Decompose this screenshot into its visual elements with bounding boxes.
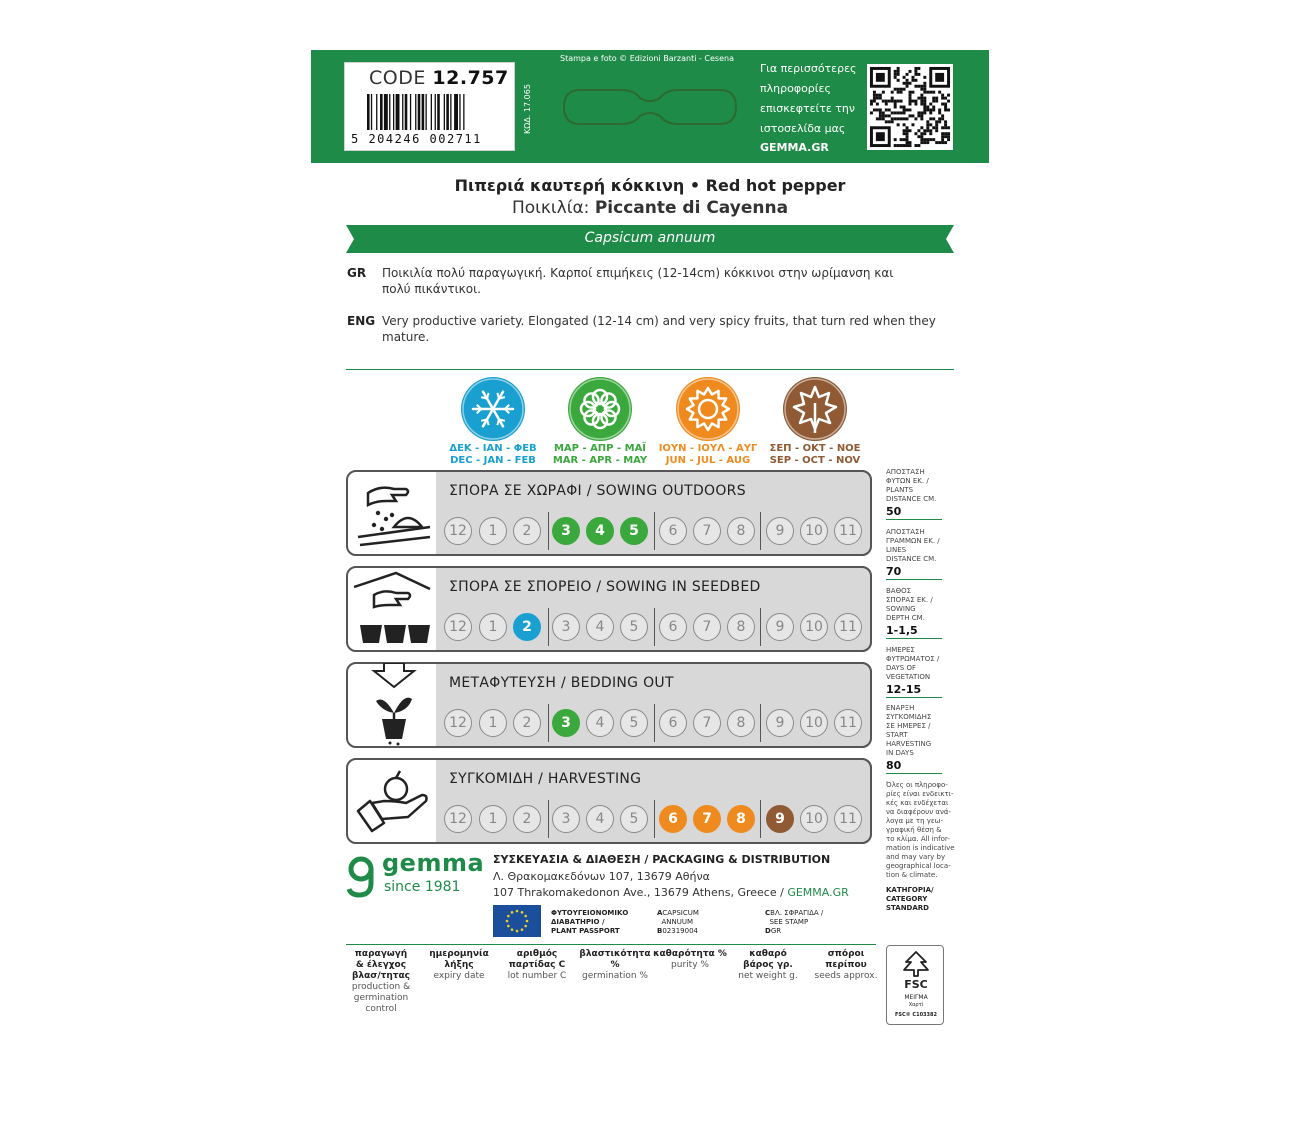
month-7: 7: [693, 613, 721, 641]
bottom-field: παραγωγή & έλεγχος βλασ/τητας production & germination control: [351, 949, 411, 1014]
sun-icon: [676, 377, 740, 441]
bottom-field: σπόροι περίπου seeds approx.: [814, 949, 878, 981]
brand-name: gemma: [382, 849, 485, 877]
month-7: 7: [693, 709, 721, 737]
side-info-rule: [886, 773, 942, 774]
season-label-gr: ΔΕΚ - ΙΑΝ - ΦΕΒ: [449, 443, 537, 454]
season-leaf-icon: [783, 377, 847, 441]
side-info-label: ΒΑΘΟΣ ΣΠΟΡΑΣ ΕΚ. / SOWING DEPTH CM.: [886, 587, 933, 622]
month-12: 12: [444, 709, 472, 737]
seedbed-icon: [350, 567, 434, 651]
month-1: 1: [479, 709, 507, 737]
month-2: 2: [513, 517, 541, 545]
fsc-code: FSC® C103382: [895, 1012, 937, 1018]
qr-code[interactable]: [867, 64, 953, 150]
month-11: 11: [834, 517, 862, 545]
month-5: 5: [620, 517, 648, 545]
season-label-en: MAR - APR - MAY: [552, 455, 648, 466]
season-separator: [654, 800, 655, 838]
season-label-gr: ΜΑΡ - ΑΠΡ - ΜΑΪ: [553, 443, 647, 454]
code-box: [344, 62, 515, 151]
month-8: 8: [727, 517, 755, 545]
bottom-field: καθαρότητα % purity %: [653, 949, 727, 970]
month-4: 4: [586, 805, 614, 833]
lang-gr: GR: [347, 266, 367, 280]
month-8: 8: [727, 805, 755, 833]
bedding-out-icon: [350, 663, 434, 747]
season-label-en: JUN - JUL - AUG: [665, 455, 751, 466]
month-11: 11: [834, 805, 862, 833]
month-6: 6: [659, 613, 687, 641]
info-line-1: Για περισσότερες: [760, 62, 857, 75]
month-3: 3: [552, 517, 580, 545]
month-10: 10: [800, 613, 828, 641]
snowflake-icon: [461, 377, 525, 441]
month-9: 9: [766, 517, 794, 545]
season-separator: [654, 704, 655, 742]
side-info-value: 80: [886, 759, 902, 772]
activity-title: ΣΠΟΡΑ ΣΕ ΣΠΟΡΕΙΟ / SOWING IN SEEDBED: [449, 579, 761, 595]
month-12: 12: [444, 517, 472, 545]
bottom-field: καθαρό βάρος γρ. net weight g.: [738, 949, 798, 981]
month-2: 2: [513, 613, 541, 641]
side-info-value: 70: [886, 565, 902, 578]
season-separator: [548, 704, 549, 742]
latin-name: Capsicum annuum: [584, 230, 716, 246]
plant-passport-ab: ACAPSICUM ANNUUM B02319004: [657, 909, 699, 935]
plant-passport-title: ΦΥΤΟΥΓΕΙΟΝΟΜΙΚΟ ΔΙΑΒΑΤΗΡΙΟ / PLANT PASSPORT: [551, 909, 629, 935]
bottom-divider: [346, 944, 876, 945]
season-separator: [548, 800, 549, 838]
activity-title: ΣΥΓΚΟΜΙΔΗ / HARVESTING: [449, 771, 642, 787]
product-code: CODE 12.757: [369, 67, 509, 89]
month-12: 12: [444, 613, 472, 641]
month-3: 3: [552, 613, 580, 641]
hang-hole: [560, 84, 740, 130]
month-4: 4: [586, 613, 614, 641]
leaf-icon: [783, 377, 847, 441]
month-5: 5: [620, 805, 648, 833]
month-10: 10: [800, 517, 828, 545]
address-en: 107 Thrakomakedonon Ave., 13679 Athens, Greece / GEMMA.GR: [493, 886, 849, 899]
month-2: 2: [513, 805, 541, 833]
month-1: 1: [479, 613, 507, 641]
lang-eng: ENG: [347, 314, 376, 328]
month-1: 1: [479, 517, 507, 545]
description-gr: Ποικιλία πολύ παραγωγική. Καρποί επιμήκεις (12-14cm) κόκκινοι στην ωρίμανση και πολύ πικάντικοι.: [382, 266, 894, 296]
fsc-badge: [886, 945, 944, 1025]
printer-credit: Stampa e foto © Edizioni Barzanti - Cesena: [560, 54, 734, 63]
side-info-rule: [886, 579, 942, 580]
month-10: 10: [800, 805, 828, 833]
brand-site-link[interactable]: GEMMA.GR: [787, 886, 849, 899]
side-info-rule: [886, 697, 942, 698]
season-separator: [548, 608, 549, 646]
season-flower-icon: [568, 377, 632, 441]
fsc-label: FSC: [904, 978, 928, 991]
season-separator: [760, 704, 761, 742]
month-6: 6: [659, 709, 687, 737]
month-3: 3: [552, 805, 580, 833]
side-info-label: ΗΜΕΡΕΣ ΦΥΤΡΩΜΑΤΟΣ / DAYS OF VEGETATION: [886, 646, 940, 681]
month-11: 11: [834, 613, 862, 641]
gemma-logo-icon: [346, 855, 376, 901]
month-8: 8: [727, 709, 755, 737]
barcode-digits: 5 204246 002711: [351, 132, 482, 146]
side-note: Όλες οι πληροφο- ρίες είναι ενδεικτι- κές και ενδέχεται να διαφέρουν ανά- λογα με τη γεω- γραφική θέση & το κλίμα. All infor- mation is indicative and may vary by geographical loca- tion & climate.: [886, 781, 955, 879]
season-separator: [654, 608, 655, 646]
fsc-tree-icon: [900, 950, 932, 978]
side-info-rule: [886, 638, 942, 639]
variety-line: [311, 198, 989, 218]
packaging-title: ΣΥΣΚΕΥΑΣΙΑ & ΔΙΑΘΕΣΗ / PACKAGING & DISTRIBUTION: [493, 853, 831, 866]
month-4: 4: [586, 517, 614, 545]
kod-number: ΚΩΔ. 17.065: [523, 84, 532, 134]
season-snowflake-icon: [461, 377, 525, 441]
info-line-2: πληροφορίες: [760, 82, 831, 95]
season-separator: [760, 608, 761, 646]
bottom-field: ημερομηνία λήξης expiry date: [429, 949, 489, 981]
flower-icon: [568, 377, 632, 441]
month-1: 1: [479, 805, 507, 833]
month-8: 8: [727, 613, 755, 641]
brand-since: since 1981: [384, 879, 461, 895]
info-line-4: ιστοσελίδα μας: [760, 122, 846, 135]
harvesting-icon: [350, 759, 434, 843]
variety-name: Piccante di Cayenna: [594, 198, 789, 218]
season-label-en: DEC - JAN - FEB: [450, 455, 536, 466]
season-label-gr: ΙΟΥΝ - ΙΟΥΛ - ΑΥΓ: [658, 443, 758, 454]
month-6: 6: [659, 805, 687, 833]
month-3: 3: [552, 709, 580, 737]
bottom-field: αριθμός παρτίδας C lot number C: [507, 949, 567, 981]
month-9: 9: [766, 613, 794, 641]
bottom-field: βλαστικότητα % germination %: [579, 949, 651, 981]
season-label-gr: ΣΕΠ - ΟΚΤ - ΝΟΕ: [769, 443, 861, 454]
website-link[interactable]: GEMMA.GR: [760, 141, 829, 154]
month-5: 5: [620, 709, 648, 737]
side-info-label: ΑΠΟΣΤΑΣΗ ΓΡΑΜΜΩΝ ΕΚ. / LINES DISTANCE CM.: [886, 528, 940, 563]
side-info-label: ΕΝΑΡΞΗ ΣΥΓΚΟΜΙΔΗΣ ΣΕ ΗΜΕΡΕΣ / START HARVESTING IN DAYS: [886, 704, 932, 757]
month-2: 2: [513, 709, 541, 737]
category-label: ΚΑΤΗΓΟΡΙΑ/ CATEGORY STANDARD: [886, 886, 934, 912]
product-title: Πιπεριά καυτερή κόκκινη • Red hot pepper: [454, 176, 846, 195]
season-separator: [654, 512, 655, 550]
variety-prefix: Ποικιλία:: [511, 198, 590, 218]
month-6: 6: [659, 517, 687, 545]
month-9: 9: [766, 709, 794, 737]
activity-title: ΣΠΟΡΑ ΣΕ ΧΩΡΑΦΙ / SOWING OUTDOORS: [449, 483, 746, 499]
month-5: 5: [620, 613, 648, 641]
season-separator: [548, 512, 549, 550]
side-info-label: ΑΠΟΣΤΑΣΗ ΦΥΤΩΝ ΕΚ. / PLANTS DISTANCE CM.: [886, 468, 937, 503]
address-gr: Λ. Θρακομακεδόνων 107, 13679 Αθήνα: [493, 870, 710, 883]
divider: [346, 369, 954, 370]
month-4: 4: [586, 709, 614, 737]
sowing-outdoors-icon: [350, 471, 434, 555]
month-10: 10: [800, 709, 828, 737]
season-separator: [760, 800, 761, 838]
side-info-value: 1-1,5: [886, 624, 918, 637]
month-12: 12: [444, 805, 472, 833]
fsc-sub: ΜΕΙΓΜΑ: [904, 994, 928, 1001]
barcode: [365, 94, 505, 132]
season-label-en: SEP - OCT - NOV: [769, 455, 861, 466]
fsc-sub2: Χαρτί: [908, 1002, 924, 1008]
side-info-value: 12-15: [886, 683, 922, 696]
month-7: 7: [693, 517, 721, 545]
season-sun-icon: [676, 377, 740, 441]
month-7: 7: [693, 805, 721, 833]
description-eng: Very productive variety. Elongated (12-14 cm) and very spicy fruits, that turn red when they mature.: [382, 314, 936, 344]
month-11: 11: [834, 709, 862, 737]
season-separator: [760, 512, 761, 550]
eu-flag-icon: [493, 905, 541, 937]
side-info-value: 50: [886, 505, 902, 518]
plant-passport-cd: CΒΛ. ΣΦΡΑΓΙΔΑ / SEE STAMP DGR: [765, 909, 824, 935]
side-info-rule: [886, 519, 942, 520]
info-line-3: επισκεφτείτε την: [760, 102, 856, 115]
activity-title: ΜΕΤΑΦΥΤΕΥΣΗ / BEDDING OUT: [449, 675, 674, 691]
month-9: 9: [766, 805, 794, 833]
